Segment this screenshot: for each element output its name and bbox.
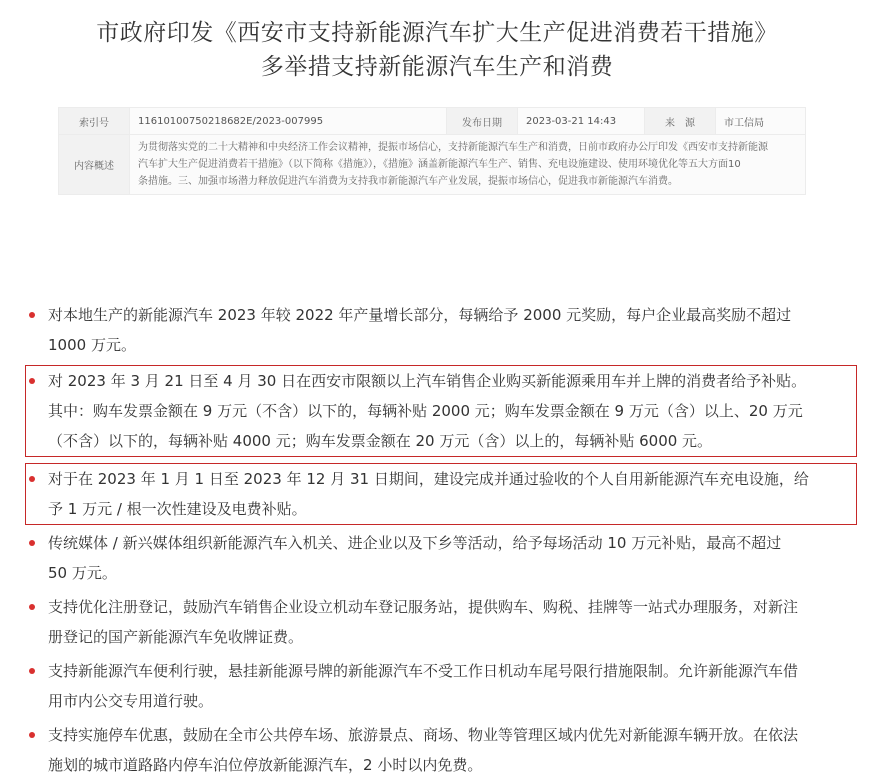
item-line: 施划的城市道路路内停车泊位停放新能源汽车，2 小时以内免费。 xyxy=(48,756,483,774)
item-line: 支持新能源汽车便利行驶，悬挂新能源号牌的新能源汽车不受工作日机动车尾号限行措施限制。允许新能源汽车借 xyxy=(48,662,799,680)
index-value: 11610100750218682E/2023-007995 xyxy=(130,108,447,135)
summary-value xyxy=(130,135,806,195)
meta-row-summary xyxy=(59,135,806,195)
item-line: 50 万元。 xyxy=(48,564,117,582)
summary-line: 为贯彻落实党的二十大精神和中央经济工作会议精神，提振市场信心，支持新能源汽车生产和消费，日前市政府办公厅印发《西安市支持新能源 xyxy=(138,142,768,153)
summary-label: 内容概述 xyxy=(59,135,130,195)
item-line: 对 2023 年 3 月 21 日至 4 月 30 日在西安市限额以上汽车销售企业购买新能源乘用车并上牌的消费者给予补贴。 xyxy=(48,372,807,390)
item-line: 传统媒体 / 新兴媒体组织新能源汽车入机关、进企业以及下乡等活动，给予每场活动 10 万元补贴，最高不超过 xyxy=(48,534,782,552)
bullet-dot-icon xyxy=(29,378,35,384)
list-item xyxy=(26,300,856,360)
bullet-dot-icon xyxy=(29,604,35,610)
document-meta-table xyxy=(58,107,806,195)
item-line: 对于在 2023 年 1 月 1 日至 2023 年 12 月 31 日期间，建设完成并通过验收的个人自用新能源汽车充电设施，给 xyxy=(48,470,809,488)
date-label: 发布日期 xyxy=(447,108,518,135)
title-line-2: 多举措支持新能源汽车生产和消费 xyxy=(260,54,614,80)
bullet-dot-icon xyxy=(29,732,35,738)
item-line: 对本地生产的新能源汽车 2023 年较 2022 年产量增长部分，每辆给予 2000 元奖励，每户企业最高奖励不超过 xyxy=(48,306,792,324)
item-line: 用市内公交专用道行驶。 xyxy=(48,692,214,710)
bullet-dot-icon xyxy=(29,668,35,674)
list-item xyxy=(26,528,856,588)
bullet-dot-icon xyxy=(29,476,35,482)
source-value: 市工信局 xyxy=(716,108,806,135)
summary-line: 汽车扩大生产促进消费若干措施》（以下简称《措施》），《措施》涵盖新能源汽车生产、销售、充电设施建设、使用环境优化等五大方面10 xyxy=(138,159,741,170)
item-line: 支持实施停车优惠，鼓励在全市公共停车场、旅游景点、商场、物业等管理区域内优先对新能源车辆开放。在依法 xyxy=(48,726,799,744)
item-line: （不含）以下的，每辆补贴 4000 元；购车发票金额在 20 万元（含）以上的，每辆补贴 6000 元。 xyxy=(48,432,713,450)
item-line: 其中：购车发票金额在 9 万元（不含）以下的，每辆补贴 2000 元；购车发票金额在 9 万元（含）以上、20 万元 xyxy=(48,402,803,420)
measures-list xyxy=(26,300,856,780)
date-value: 2023-03-21 14:43 xyxy=(518,108,645,135)
meta-row-index xyxy=(59,108,806,135)
item-line: 支持优化注册登记，鼓励汽车销售企业设立机动车登记服务站，提供购车、购税、挂牌等一站式办理服务，对新注 xyxy=(48,598,799,616)
bullet-dot-icon xyxy=(29,540,35,546)
bullet-dot-icon xyxy=(29,312,35,318)
item-line: 予 1 万元 / 根一次性建设及电费补贴。 xyxy=(48,500,307,518)
list-item xyxy=(26,720,856,780)
item-line: 1000 万元。 xyxy=(48,336,136,354)
list-item xyxy=(26,592,856,652)
summary-line: 条措施。三、加强市场潜力释放促进汽车消费为支持我市新能源汽车产业发展，提振市场信心，促进我市新能源汽车消费。 xyxy=(138,176,678,187)
source-label: 来 源 xyxy=(645,108,716,135)
item-line: 册登记的国产新能源汽车免收牌证费。 xyxy=(48,628,304,646)
list-item xyxy=(26,656,856,716)
list-item-highlighted xyxy=(26,366,856,456)
page-title xyxy=(0,16,874,84)
list-item-highlighted xyxy=(26,464,856,524)
title-line-1: 市政府印发《西安市支持新能源汽车扩大生产促进消费若干措施》 xyxy=(96,20,778,46)
index-label: 索引号 xyxy=(59,108,130,135)
